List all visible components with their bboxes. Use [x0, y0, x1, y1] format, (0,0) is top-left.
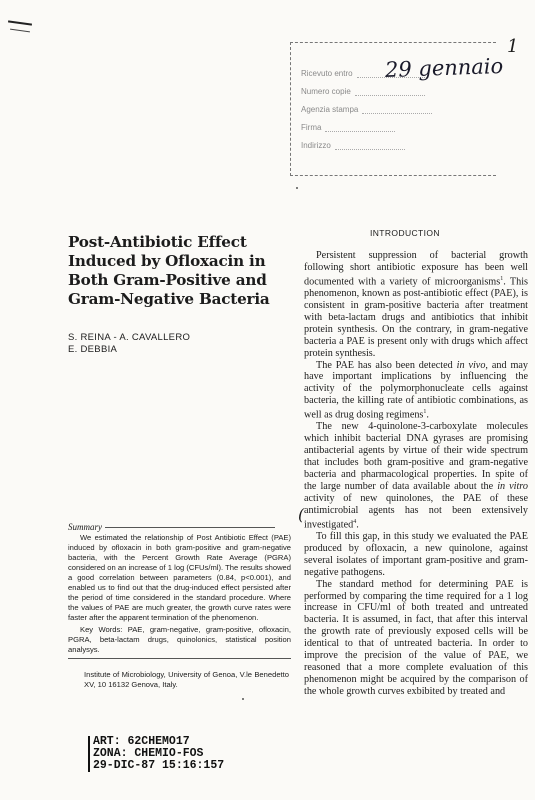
intro-paragraph-4: To fill this gap, in this study we evaluated the PAE produced by ofloxacin, a new quinolone, against several isolates of important gram-positive and gram-negative pathogens. — [304, 531, 528, 578]
summary-heading — [68, 522, 288, 532]
archive-line-3: 29-DIC-87 15:16:157 — [93, 759, 225, 772]
stamp-row-address: Indirizzo — [301, 141, 405, 150]
archive-line-1: ART: 62CHEMO17 — [93, 735, 190, 748]
intro-paragraph-5: The standard method for determining PAE is performed by comparing the time required for a 1 log increase in CFU/ml of both treated and untreated bacteria. It is assumed, in fact, that after this interval the growth rate of previously exposed cells will be identical to that of untreated bacteria. In order to improve the precision of the value of PAE, we reasoned that a more complete evaluation of this phenomenon might be acquired by the comparison of the whole growth curves exbibited by treated and — [304, 578, 528, 697]
corner-mark-secondary — [10, 29, 30, 33]
stamp-row-received: Ricevuto entro — [301, 69, 427, 78]
corner-mark — [8, 20, 32, 25]
introduction-body — [304, 250, 528, 698]
stamp-row-signature: Firma — [301, 123, 395, 132]
intro-paragraph-1: Persistent suppression of bacterial growth following short antibiotic exposure has been well documented with a variety of microorganisms$^1$. This phenomenon, known as post-antibiotic effect (PAE), is consistent in gram-positive bacteria after treatment with beta-lactam drugs and antibiotics that inhibit protein synthesis. On the contrary, in gram-negative bacteria a PAE is present only with drugs which affect protein synthesis. — [304, 250, 528, 359]
intro-paragraph-2: The PAE has also been detected in vivo, and may have important implications by influencing the activity of the polymorphonucleate cells against bacteria, the killing rate of antibiotic combinations, as well as drug dosing regimens$^1$. — [304, 359, 528, 421]
authors — [68, 332, 190, 356]
speck — [242, 698, 244, 700]
stamp-row-copies: Numero copie — [301, 87, 425, 96]
introduction-heading: INTRODUCTION — [370, 228, 440, 238]
article-title: Post-Antibiotic Effect Induced by Ofloxacin in Both Gram-Positive and Gram-Negative Bacteria — [68, 233, 270, 308]
intro-paragraph-3: The new 4-quinolone-3-carboxylate molecules which inhibit bacterial DNA gyrases are promising antibacterial agents by virtue of their wide spectrum that includes both gram-positive and gram-negative bacteria and pharmacological properties. In spite of the large number of data available about the in vitro activity of new quinolones, the PAE of these antimicrobial agents has not been extensively investigated$^4$. — [304, 421, 528, 531]
archive-stamp — [88, 736, 224, 772]
authors-line-1: S. REINA - A. CAVALLERO — [68, 332, 191, 343]
summary-block — [68, 533, 291, 655]
handwritten-date: 29 gennaio — [384, 53, 504, 83]
summary-paragraph: We estimated the relationship of Post Antibiotic Effect (PAE) induced by ofloxacin in both gram-positive and gram-negative bacteria, with the Percent Growth Rate Average (PGRA) considered on an increase of 1 log (CFUs/ml). The results showed a good correlation between parameters (0.84, p<0.001), and enabled us to find out that the drug-induced effect persisted after the period of time considered in the standard procedure. Where the values of PAE are much greater, the growth curve rates were faster after the apparent termination of the phenomenon. — [68, 533, 291, 622]
keywords: Key Words: PAE, gram-negative, gram-positive, ofloxacin, PGRA, beta-lactam drugs, quinolonics, statistical position analysys. — [68, 625, 291, 654]
affiliation: Institute of Microbiology, University of Genoa, V.le Benedetto XV, 10 16132 Genova, Italy. — [84, 670, 289, 689]
handwritten-page-number: 1 — [507, 36, 519, 57]
footnote-separator — [68, 658, 291, 659]
margin-annotation-mark: ( — [298, 505, 305, 524]
summary-label: Summary — [68, 522, 102, 532]
archive-line-2: ZONA: CHEMIO-FOS — [93, 747, 204, 760]
stamp-row-agency: Agenzia stampa — [301, 105, 432, 114]
speck — [296, 187, 298, 189]
authors-line-2: E. DEBBIA — [68, 344, 118, 355]
